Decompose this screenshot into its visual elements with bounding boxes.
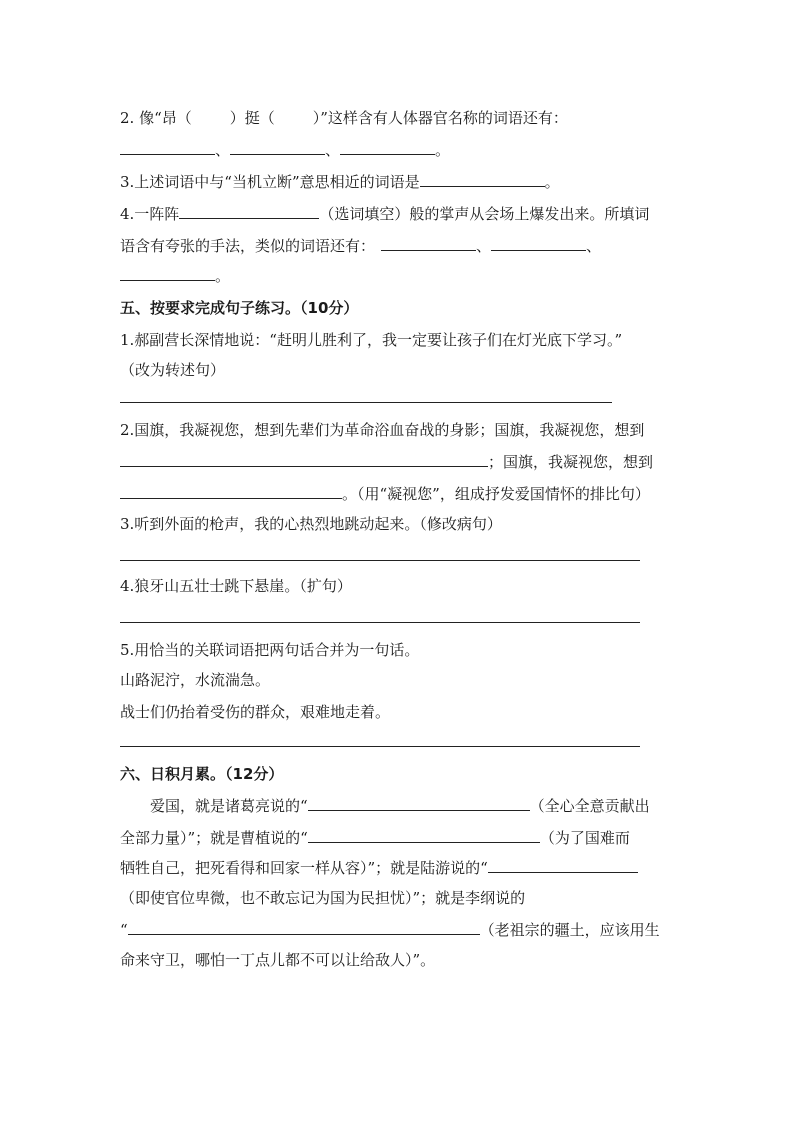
period: 。 [544, 173, 560, 191]
q3-line [120, 172, 560, 192]
s6-blank-3[interactable] [488, 858, 638, 873]
separator: 、 [586, 237, 602, 255]
period: 。 [435, 141, 451, 159]
q2-text-b: ）挺（ [229, 109, 275, 127]
section-5-heading: 五、按要求完成句子练习。（10分） [120, 299, 359, 317]
q4-text-b: （选词填空）般的掌声从会场上爆发出来。所填词 [319, 205, 650, 223]
s5-q2-line-3 [120, 484, 650, 504]
s5-q3-answer-line[interactable] [120, 560, 640, 561]
q4-blank-main[interactable] [179, 204, 319, 219]
s5-q5-text: 5.用恰当的关联词语把两句话合并为一句话。 [120, 641, 420, 659]
s6-line-2 [120, 828, 630, 848]
s5-q1-text: 1.郝副营长深情地说：“赶明儿胜利了，我一定要让孩子们在灯光底下学习。” [120, 331, 623, 349]
q2-inline-gap-2[interactable] [275, 109, 313, 123]
s6-text-3a: 牺牲自己，把死看得和回家一样从容）”；就是陆游说的“ [120, 859, 488, 877]
s5-q2-text-b: ；国旗，我凝视您，想到 [488, 453, 654, 471]
s6-line-5 [120, 920, 660, 940]
q2-text-c: ）”这样含有人体器官名称的词语还有： [312, 109, 568, 127]
q2-blank-3[interactable] [340, 140, 435, 155]
q4-text-a: 4.一阵阵 [120, 205, 180, 223]
q4-line-3 [120, 266, 230, 286]
s6-line-1 [150, 796, 650, 816]
q4-text-c: 语含有夸张的手法，类似的词语还有： [120, 237, 376, 255]
s5-q2-text-c: 。（用“凝视您”，组成抒发爱国情怀的排比句） [342, 485, 650, 503]
separator: 、 [215, 141, 231, 159]
q2-answer-line [120, 140, 450, 160]
q4-blank-2[interactable] [491, 236, 586, 251]
period: 。 [215, 267, 231, 285]
s6-blank-1[interactable] [308, 796, 530, 811]
s5-q4-text: 4.狼牙山五壮士跳下悬崖。（扩句） [120, 577, 352, 595]
s6-blank-4[interactable] [128, 920, 480, 935]
s6-text-1a: 爱国，就是诸葛亮说的“ [150, 797, 308, 815]
s5-q2-blank-2[interactable] [120, 484, 342, 499]
s5-q1-answer-line[interactable] [120, 402, 612, 403]
s6-text-1b: （全心全意贡献出 [529, 797, 650, 815]
q4-line-1 [120, 204, 649, 224]
section-6-heading: 六、日积月累。（12分） [120, 765, 284, 783]
separator: 、 [325, 141, 341, 159]
s6-blank-2[interactable] [308, 828, 540, 843]
s5-q2-line-2 [120, 452, 653, 472]
q4-line-2 [120, 236, 601, 256]
q2-text-a: 2. 像“昂（ [120, 109, 192, 127]
q2-inline-gap-1[interactable] [192, 109, 230, 123]
s6-line-4: （即使官位卑微，也不敢忘记为国为民担忧）”；就是李纲说的 [120, 889, 526, 907]
s6-text-2a: 全部力量）”；就是曹植说的“ [120, 829, 308, 847]
separator: 、 [476, 237, 492, 255]
q3-blank[interactable] [420, 172, 545, 187]
s6-line-3 [120, 858, 638, 878]
s5-q5-answer-line[interactable] [120, 746, 640, 747]
q4-blank-3[interactable] [120, 266, 215, 281]
s6-text-2b: （为了国难而 [539, 829, 630, 847]
s5-q5-sentence-2: 战士们仍抬着受伤的群众，艰难地走着。 [120, 703, 391, 721]
s6-text-5a: “ [120, 921, 128, 939]
q2-blank-1[interactable] [120, 140, 215, 155]
q4-blank-1[interactable] [381, 236, 476, 251]
s6-line-6: 命来守卫，哪怕一丁点儿都不可以让给敌人）”。 [120, 951, 436, 969]
s5-q1-note: （改为转述句） [120, 361, 226, 379]
q2-blank-2[interactable] [230, 140, 325, 155]
s5-q5-sentence-1: 山路泥泞，水流湍急。 [120, 671, 271, 689]
s5-q4-answer-line[interactable] [120, 622, 640, 623]
s5-q3-text: 3.听到外面的枪声，我的心热烈地跳动起来。（修改病句） [120, 515, 502, 533]
s6-text-5b: （老祖宗的疆土，应该用生 [479, 921, 660, 939]
q3-text: 3.上述词语中与“当机立断”意思相近的词语是 [120, 173, 420, 191]
s5-q2-text-a: 2.国旗，我凝视您，想到先辈们为革命浴血奋战的身影；国旗，我凝视您，想到 [120, 421, 645, 439]
s5-q2-blank-1[interactable] [120, 452, 488, 467]
q2-line [120, 108, 568, 128]
